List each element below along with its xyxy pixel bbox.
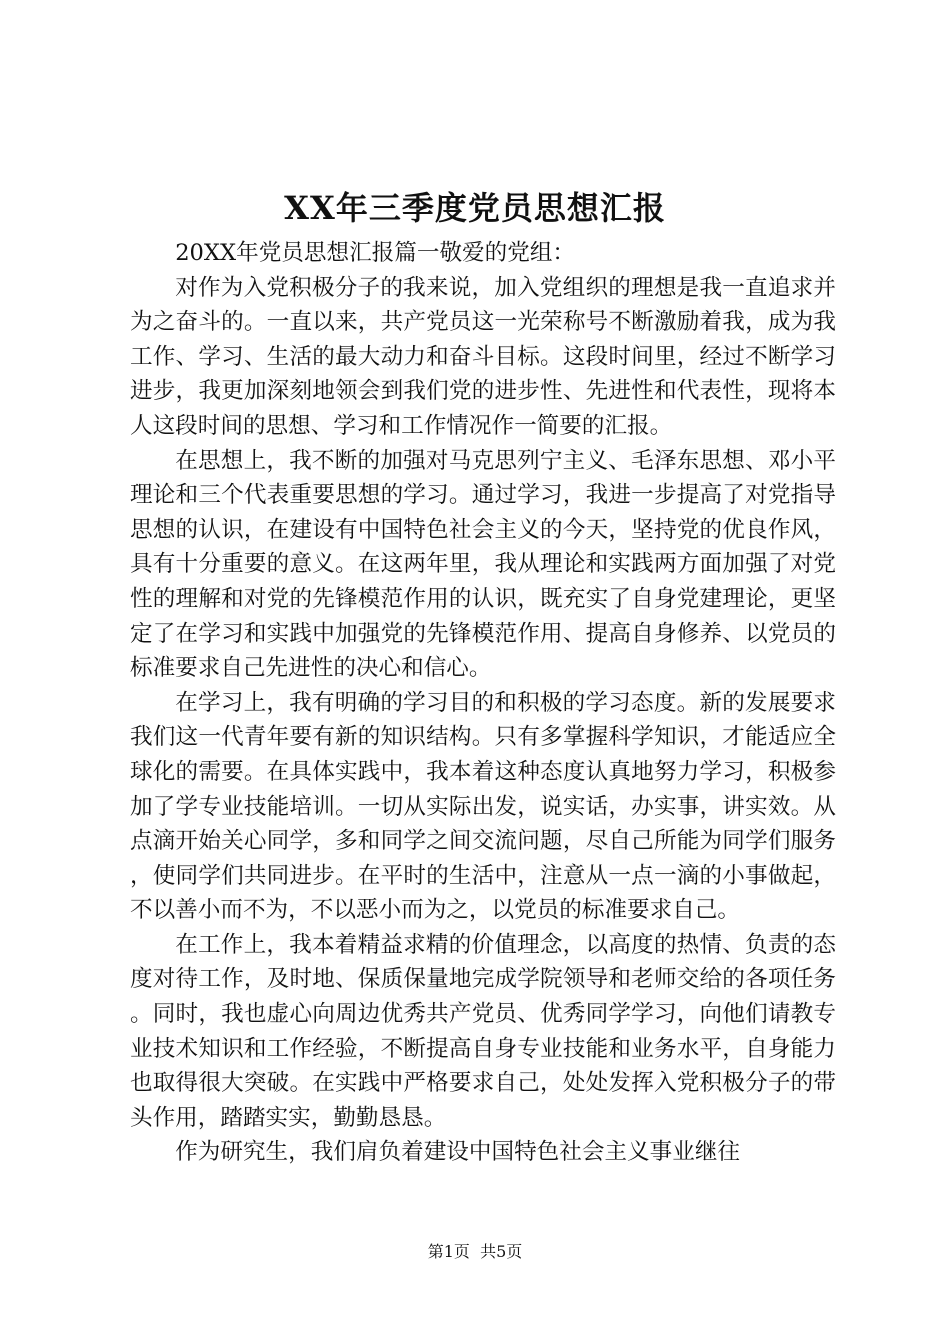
paragraph-study: 在学习上，我有明确的学习目的和积极的学习态度。新的发展要求我们这一代青年要有新的知识结构。只有多掌握科学知识，才能适应全球化的需要。在具体实践中，我本着这种态度认真地努力学习，积极参加了学专业技能培训。一切从实际出发，说实话，办实事，讲实效。从点滴开始关心同学，多和同学之间交流问题，尽自己所能为同学们服务，使同学们共同进步。在平时的生活中，注意从一点一滴的小事做起，不以善小而不为，不以恶小而为之，以党员的标准要求自己。 [130, 689, 836, 924]
page-number-footer: 第1页 共5页 [427, 1242, 523, 1261]
page-title: XX年三季度党员思想汇报 [284, 189, 666, 227]
paragraph-salutation: 20XX年党员思想汇报篇一敬爱的党组： [175, 240, 576, 266]
paragraph-ideology: 在思想上，我不断的加强对马克思列宁主义、毛泽东思想、邓小平理论和三个代表重要思想的学习。通过学习，我进一步提高了对党指导思想的认识，在建设有中国特色社会主义的今天，坚持党的优良作风，具有十分重要的意义。在这两年里，我从理论和实践两方面加强了对党性的理解和对党的先锋模范作用的认识，既充实了自身党建理论，更坚定了在学习和实践中加强党的先锋模范作用、提高自身修养、以党员的标准要求自己先进性的决心和信心。 [130, 447, 836, 682]
document-body [130, 236, 836, 1170]
paragraph-work: 在工作上，我本着精益求精的价值理念，以高度的热情、负责的态度对待工作，及时地、保质保量地完成学院领导和老师交给的各项任务。同时，我也虚心向周边优秀共产党员、优秀同学学习，向他们请教专业技术知识和工作经验，不断提高自身专业技能和业务水平，自身能力也取得很大突破。在实践中严格要求自己，处处发挥入党积极分子的带头作用，踏踏实实，勤勤恳恳。 [130, 931, 836, 1131]
paragraph-graduate: 作为研究生，我们肩负着建设中国特色社会主义事业继往 [175, 1139, 741, 1166]
paragraph-introduction: 对作为入党积极分子的我来说，加入党组织的理想是我一直追求并为之奋斗的。一直以来，共产党员这一光荣称号不断激励着我，成为我工作、学习、生活的最大动力和奋斗目标。这段时间里，经过不断学习进步，我更加深刻地领会到我们党的进步性、先进性和代表性，现将本人这段时间的思想、学习和工作情况作一简要的汇报。 [130, 274, 836, 439]
